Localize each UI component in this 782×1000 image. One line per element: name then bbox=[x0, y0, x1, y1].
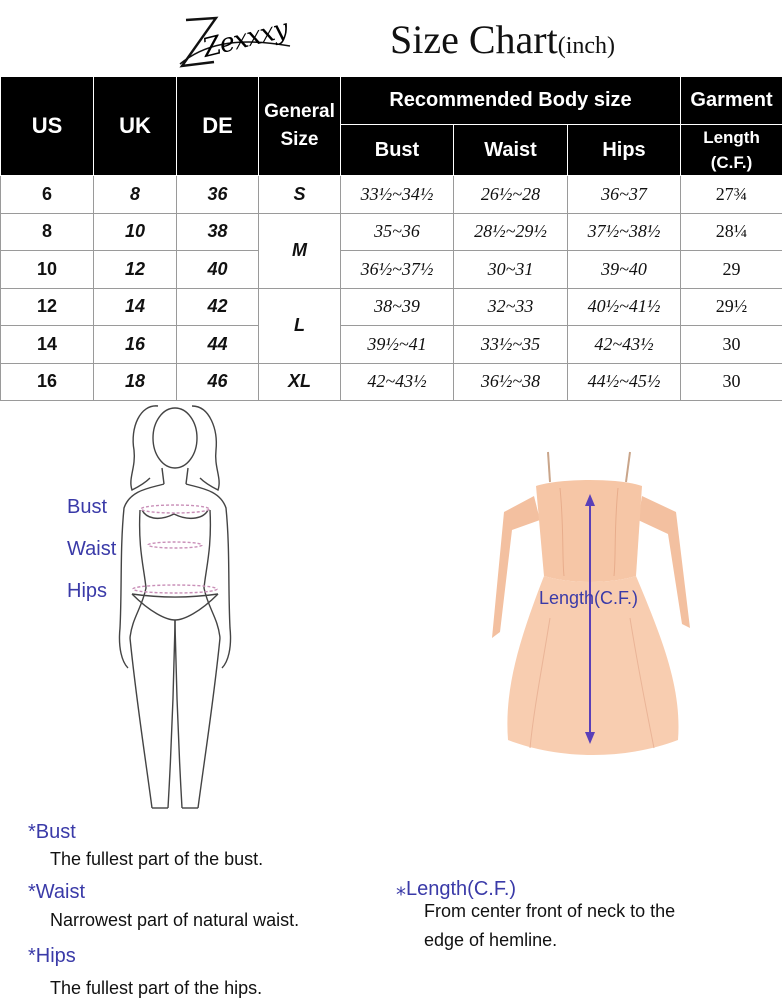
body-figure bbox=[100, 398, 250, 820]
header-us: US bbox=[1, 77, 94, 176]
cell-general: M bbox=[259, 213, 341, 288]
cell-general: S bbox=[259, 176, 341, 214]
cell-length: 29 bbox=[681, 251, 782, 289]
note-hips-heading: *Hips bbox=[28, 945, 76, 967]
header-length bbox=[681, 125, 782, 176]
cell-waist: 32~33 bbox=[454, 288, 568, 326]
cell-uk: 14 bbox=[94, 288, 177, 326]
page-title bbox=[390, 16, 615, 63]
note-length-text-1: From center front of neck to the bbox=[424, 901, 676, 921]
header-general-size-text: General Size bbox=[264, 101, 335, 150]
cell-uk: 18 bbox=[94, 363, 177, 401]
header bbox=[0, 0, 782, 76]
cell-hips: 40½~41½ bbox=[568, 288, 681, 326]
cell-hips: 37½~38½ bbox=[568, 213, 681, 251]
header-bust: Bust bbox=[341, 125, 454, 176]
figure-label-hips: Hips bbox=[67, 580, 108, 602]
header-length-text: Length (C.F.) bbox=[703, 128, 760, 172]
cell-bust: 42~43½ bbox=[341, 363, 454, 401]
note-bust-text: The fullest part of the bust. bbox=[50, 849, 264, 869]
cell-us: 14 bbox=[1, 326, 94, 364]
cell-bust: 39½~41 bbox=[341, 326, 454, 364]
cell-waist: 26½~28 bbox=[454, 176, 568, 214]
cell-waist: 33½~35 bbox=[454, 326, 568, 364]
cell-waist: 30~31 bbox=[454, 251, 568, 289]
cell-hips: 44½~45½ bbox=[568, 363, 681, 401]
note-waist-heading: *Waist bbox=[28, 881, 86, 903]
cell-general: L bbox=[259, 288, 341, 363]
body-outline bbox=[100, 398, 250, 820]
note-length-text-2: edge of hemline. bbox=[424, 930, 558, 950]
cell-us: 16 bbox=[1, 363, 94, 401]
cell-hips: 42~43½ bbox=[568, 326, 681, 364]
cell-hips: 39~40 bbox=[568, 251, 681, 289]
cell-de: 46 bbox=[177, 363, 259, 401]
cell-us: 6 bbox=[1, 176, 94, 214]
cell-bust: 33½~34½ bbox=[341, 176, 454, 214]
table-row bbox=[1, 326, 782, 364]
cell-us: 10 bbox=[1, 251, 94, 289]
table-row bbox=[1, 363, 782, 401]
header-de: DE bbox=[177, 77, 259, 176]
figure-label-bust: Bust bbox=[67, 496, 108, 518]
cell-bust: 38~39 bbox=[341, 288, 454, 326]
table-row bbox=[1, 288, 782, 326]
figure-label-waist: Waist bbox=[67, 538, 117, 560]
cell-waist: 28½~29½ bbox=[454, 213, 568, 251]
cell-uk: 8 bbox=[94, 176, 177, 214]
cell-length: 30 bbox=[681, 363, 782, 401]
cell-de: 38 bbox=[177, 213, 259, 251]
cell-hips: 36~37 bbox=[568, 176, 681, 214]
cell-length: 30 bbox=[681, 326, 782, 364]
note-length-heading: ⁎Length(C.F.) bbox=[396, 878, 517, 900]
cell-de: 40 bbox=[177, 251, 259, 289]
table-row bbox=[1, 176, 782, 214]
header-uk: UK bbox=[94, 77, 177, 176]
cell-uk: 16 bbox=[94, 326, 177, 364]
note-waist-text: Narrowest part of natural waist. bbox=[50, 910, 300, 930]
cell-us: 8 bbox=[1, 213, 94, 251]
size-chart-table bbox=[0, 76, 782, 401]
header-general-size bbox=[259, 77, 341, 176]
cell-de: 36 bbox=[177, 176, 259, 214]
cell-uk: 10 bbox=[94, 213, 177, 251]
cell-us: 12 bbox=[1, 288, 94, 326]
header-recommended: Recommended Body size bbox=[341, 77, 681, 125]
cell-uk: 12 bbox=[94, 251, 177, 289]
cell-bust: 36½~37½ bbox=[341, 251, 454, 289]
logo-text: Zexxxy bbox=[199, 14, 291, 64]
dress-label-length: Length(C.F.) bbox=[539, 588, 639, 608]
cell-length: 28¼ bbox=[681, 213, 782, 251]
header-hips: Hips bbox=[568, 125, 681, 176]
note-bust-heading: *Bust bbox=[28, 821, 76, 843]
header-waist: Waist bbox=[454, 125, 568, 176]
title-unit: (inch) bbox=[557, 33, 616, 59]
title-text: Size Chart bbox=[390, 17, 558, 62]
header-garment: Garment bbox=[681, 77, 782, 125]
cell-bust: 35~36 bbox=[341, 213, 454, 251]
cell-length: 27¾ bbox=[681, 176, 782, 214]
cell-length: 29½ bbox=[681, 288, 782, 326]
cell-waist: 36½~38 bbox=[454, 363, 568, 401]
table-row bbox=[1, 213, 782, 251]
table-row bbox=[1, 251, 782, 289]
note-hips-text: The fullest part of the hips. bbox=[50, 978, 263, 998]
cell-de: 44 bbox=[177, 326, 259, 364]
brand-logo bbox=[172, 6, 292, 72]
cell-general: XL bbox=[259, 363, 341, 401]
cell-de: 42 bbox=[177, 288, 259, 326]
